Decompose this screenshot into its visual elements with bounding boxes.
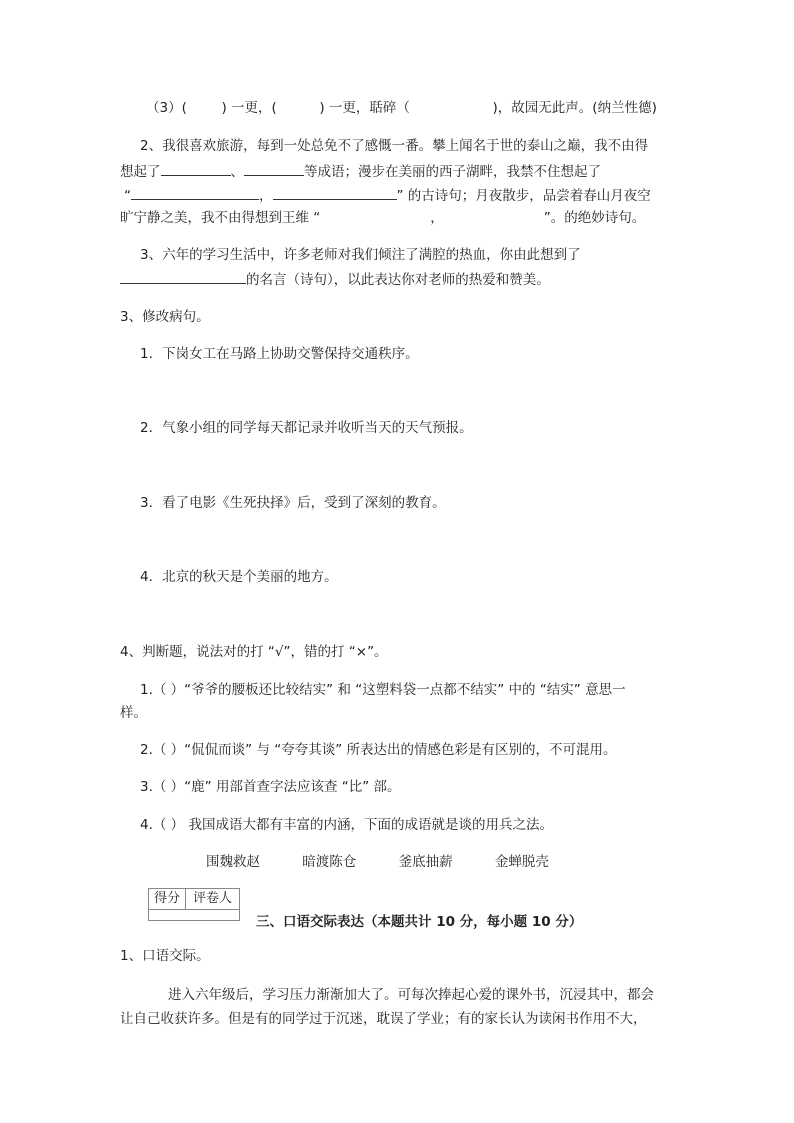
q2-line2-c: 等成语；漫步在美丽的西子湖畔，我禁不住想起了 <box>304 164 601 180</box>
q3-line2 <box>120 269 550 290</box>
judgement-item-3: 3.（ ）“鹿” 用部首查字法应该查 “比” 部。 <box>140 779 401 795</box>
part3-paragraph-line2: 让自己收获许多。但是有的同学过于沉迷，耽误了学业；有的家长认为读闲书作用不大， <box>120 1011 647 1027</box>
poem-text-a: （3）( <box>146 100 187 116</box>
q2-line4-b: ， <box>430 210 444 226</box>
poem-text-c: ) 一更，聒碎（ <box>319 100 410 116</box>
judgement-item-4: 4.（ ） 我国成语大都有丰富的内涵，下面的成语就是谈的用兵之法。 <box>140 817 553 833</box>
q2-line3-c: ” 的古诗句；月夜散步，品尝着春山月夜空 <box>396 188 651 204</box>
q2-line1: 2、我很喜欢旅游，每到一处总免不了感慨一番。攀上闻名于世的泰山之巅，我不由得 <box>140 138 649 154</box>
idiom-blank-1[interactable] <box>161 161 231 176</box>
q2-line4 <box>120 208 645 228</box>
q2-line2 <box>120 161 601 182</box>
idiom-item: 围魏救赵 <box>206 854 260 870</box>
part3-title: 三、口语交际表达（本题共计 10 分，每小题 10 分） <box>256 914 583 930</box>
judgement-item-2: 2.（ ）“侃侃而谈” 与 “夸夸其谈” 所表达出的情感色彩是有区别的，不可混用。 <box>140 742 617 758</box>
q2-line3-b: ， <box>259 188 273 204</box>
fix-sentence-item: 3．看了电影《生死抉择》后，受到了深刻的教育。 <box>140 495 446 511</box>
fix-sentence-item: 1．下岗女工在马路上协助交警保持交通秩序。 <box>140 346 419 362</box>
q2-line4-c: ”。的绝妙诗句。 <box>543 210 646 226</box>
idiom-item: 暗渡陈仓 <box>302 854 357 870</box>
grader-header: 评卷人 <box>192 891 232 906</box>
q2-line3-a: “ <box>124 188 131 204</box>
fix-sentence-item: 4．北京的秋天是个美丽的地方。 <box>140 569 338 585</box>
section-fix-sentences-title: 3、修改病句。 <box>120 309 210 325</box>
score-header: 得分 <box>149 889 186 909</box>
judgement-item-1-cont: 样。 <box>120 705 147 721</box>
judgement-item-1: 1.（ ）“爷爷的腰板还比较结实” 和 “这塑料袋一点都不结实” 中的 “结实” 意思一 <box>140 682 626 698</box>
q2-line2-b: 、 <box>230 164 244 180</box>
part3-paragraph-line1: 进入六年级后，学习压力渐渐加大了。可每次捧起心爱的课外书，沉浸其中，都会 <box>168 987 654 1003</box>
fix-sentence-item: 2．气象小组的同学每天都记录并收听当天的天气预报。 <box>140 420 473 436</box>
poem-blank-2[interactable] <box>273 185 397 200</box>
q2-line3 <box>124 185 651 206</box>
poem-blank-1[interactable] <box>131 185 259 200</box>
q3-line1: 3、六年的学习生活中，许多老师对我们倾注了满腔的热血，你由此想到了 <box>140 247 581 263</box>
poem-text-b: ) 一更，( <box>221 100 277 116</box>
idiom-item: 金蝉脱壳 <box>494 854 549 870</box>
idiom-list <box>206 850 587 870</box>
section-judgement-title: 4、判断题，说法对的打 “√”，错的打 “×”。 <box>120 644 388 660</box>
quote-blank[interactable] <box>120 269 246 284</box>
poem-text-d: )，故园无此声。(纳兰性德) <box>492 100 657 116</box>
poem-fill-line <box>146 98 657 118</box>
idiom-item: 釜底抽薪 <box>398 854 453 870</box>
q2-line4-a: 旷宁静之美，我不由得想到王维 “ <box>120 210 321 226</box>
score-table <box>148 888 240 921</box>
idiom-blank-2[interactable] <box>244 161 304 176</box>
q2-line2-a: 想起了 <box>120 164 161 180</box>
q3-line2-text: 的名言（诗句），以此表达你对老师的热爱和赞美。 <box>246 272 550 288</box>
part3-q1: 1、口语交际。 <box>120 948 210 964</box>
